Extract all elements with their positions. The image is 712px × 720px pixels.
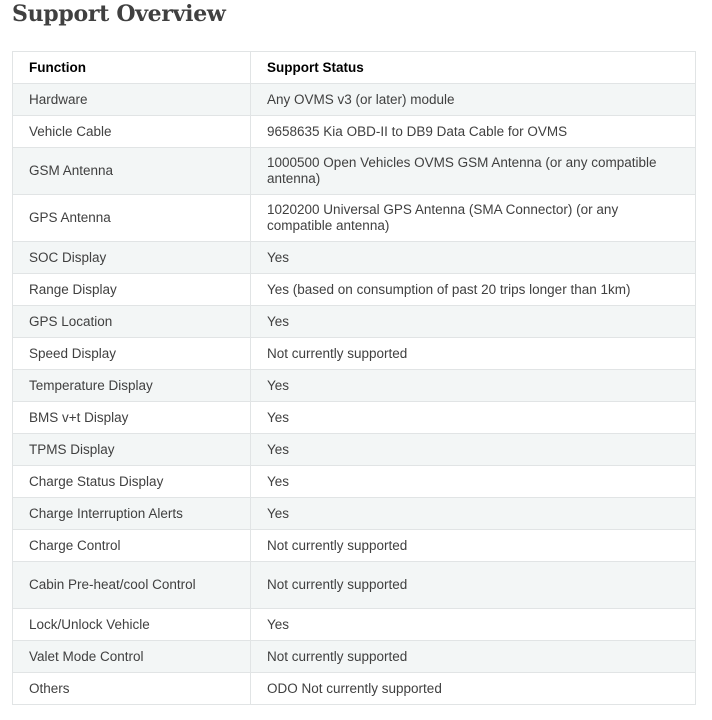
table-row <box>13 498 696 530</box>
function-cell: Cabin Pre-heat/cool Control <box>13 562 251 609</box>
function-cell: BMS v+t Display <box>13 402 251 434</box>
status-cell: Yes <box>251 498 696 530</box>
function-cell: Speed Display <box>13 338 251 370</box>
table-row <box>13 434 696 466</box>
function-cell: Temperature Display <box>13 370 251 402</box>
function-cell: Charge Status Display <box>13 466 251 498</box>
function-cell: GPS Antenna <box>13 195 251 242</box>
table-row <box>13 274 696 306</box>
status-cell: 1020200 Universal GPS Antenna (SMA Connector) (or any compatible antenna) <box>251 195 696 242</box>
table-header-row <box>13 52 696 84</box>
function-cell: GPS Location <box>13 306 251 338</box>
support-overview-table <box>12 51 696 705</box>
function-cell: GSM Antenna <box>13 148 251 195</box>
status-cell: Yes <box>251 306 696 338</box>
status-cell: Yes (based on consumption of past 20 trips longer than 1km) <box>251 274 696 306</box>
table-row <box>13 641 696 673</box>
table-row <box>13 562 696 609</box>
status-cell: Any OVMS v3 (or later) module <box>251 84 696 116</box>
table-row <box>13 116 696 148</box>
status-cell: Yes <box>251 434 696 466</box>
table-row <box>13 84 696 116</box>
function-cell: Charge Control <box>13 530 251 562</box>
status-cell: Yes <box>251 242 696 274</box>
table-row <box>13 530 696 562</box>
status-cell: ODO Not currently supported <box>251 673 696 705</box>
status-cell: Yes <box>251 609 696 641</box>
table-row <box>13 402 696 434</box>
status-cell: Not currently supported <box>251 338 696 370</box>
status-cell: Not currently supported <box>251 562 696 609</box>
function-cell: Charge Interruption Alerts <box>13 498 251 530</box>
table-row <box>13 195 696 242</box>
status-cell: 9658635 Kia OBD-II to DB9 Data Cable for OVMS <box>251 116 696 148</box>
table-row <box>13 466 696 498</box>
function-cell: TPMS Display <box>13 434 251 466</box>
header-function: Function <box>13 52 251 84</box>
function-cell: Valet Mode Control <box>13 641 251 673</box>
page-title: Support Overview <box>12 1 226 27</box>
table-row <box>13 242 696 274</box>
table-row <box>13 609 696 641</box>
function-cell: Others <box>13 673 251 705</box>
table-row <box>13 338 696 370</box>
header-support-status: Support Status <box>251 52 696 84</box>
status-cell: Yes <box>251 466 696 498</box>
status-cell: Yes <box>251 402 696 434</box>
function-cell: Hardware <box>13 84 251 116</box>
status-cell: Not currently supported <box>251 641 696 673</box>
status-cell: 1000500 Open Vehicles OVMS GSM Antenna (or any compatible antenna) <box>251 148 696 195</box>
table-row <box>13 673 696 705</box>
table-row <box>13 306 696 338</box>
table-row <box>13 370 696 402</box>
status-cell: Yes <box>251 370 696 402</box>
function-cell: Lock/Unlock Vehicle <box>13 609 251 641</box>
function-cell: Range Display <box>13 274 251 306</box>
status-cell: Not currently supported <box>251 530 696 562</box>
function-cell: Vehicle Cable <box>13 116 251 148</box>
function-cell: SOC Display <box>13 242 251 274</box>
table-row <box>13 148 696 195</box>
